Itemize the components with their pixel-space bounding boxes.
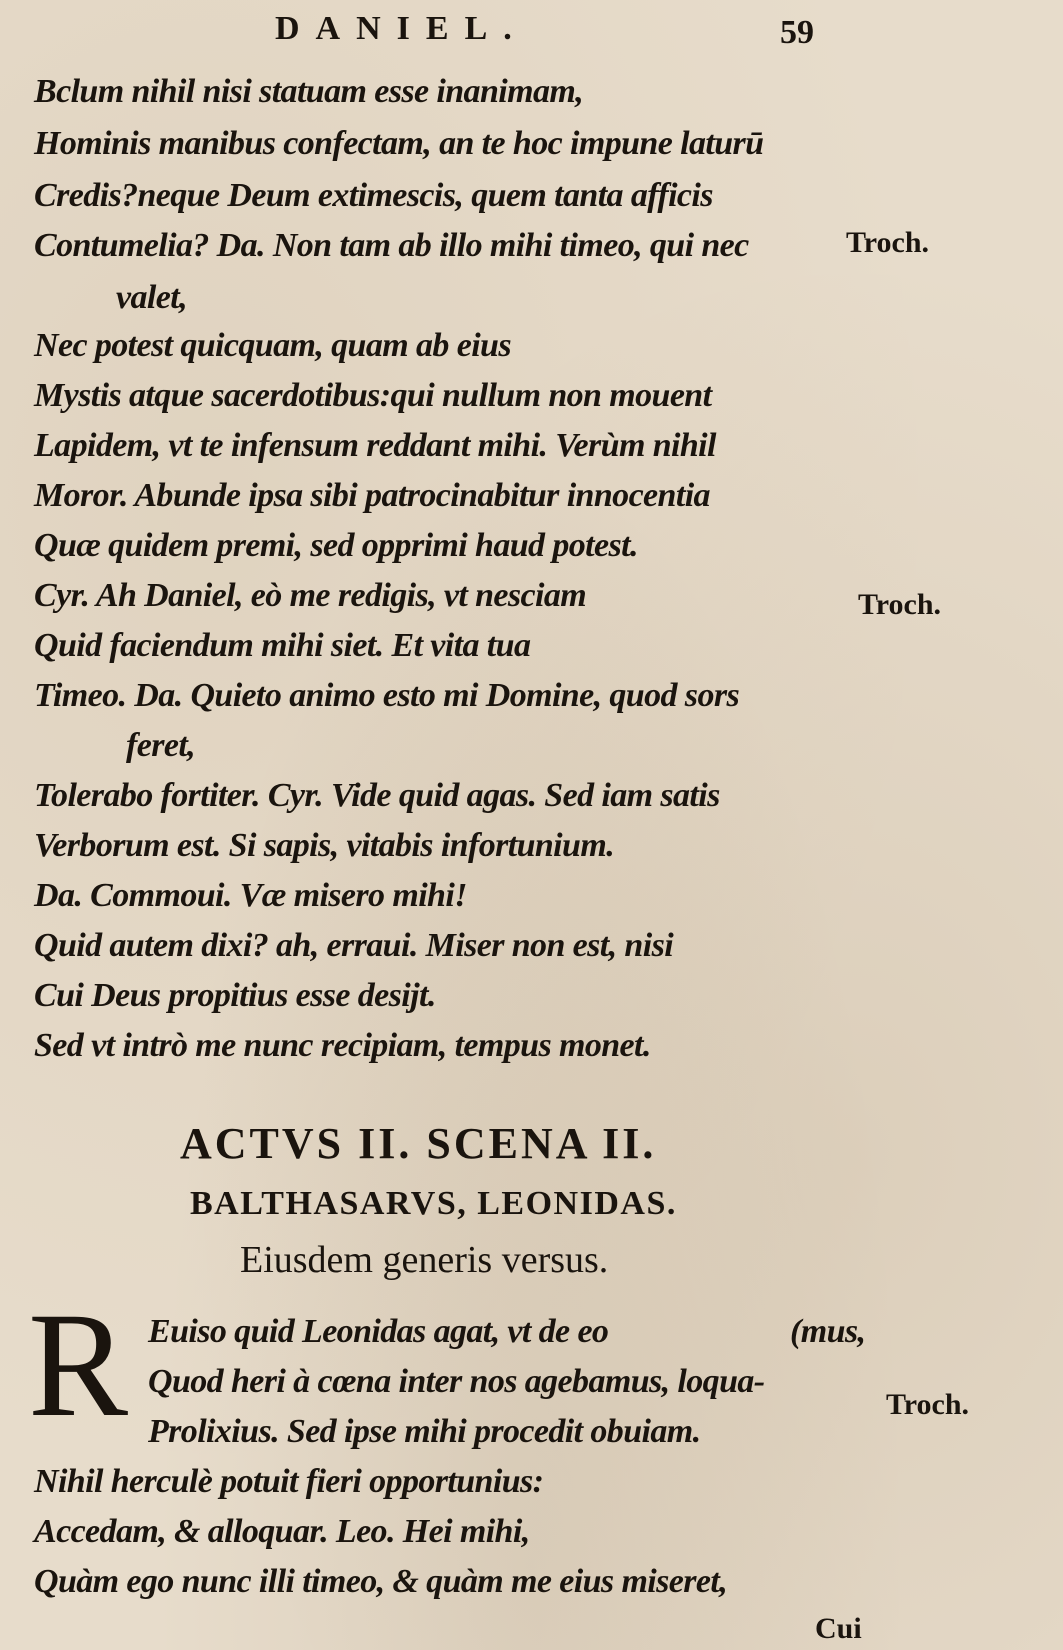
- verse-line: Bclum nihil nisi statuam esse inanimam,: [34, 73, 584, 110]
- verse-line: Nec potest quicquam, quam ab eius: [34, 327, 511, 364]
- margin-note: Troch.: [858, 588, 942, 621]
- verse-line: Prolixius. Sed ipse mihi procedit obuiam.: [148, 1413, 701, 1450]
- verse-line: Euiso quid Leonidas agat, vt de eo: [148, 1313, 609, 1350]
- verse-line: Mystis atque sacerdotibus:qui nullum non mouent: [34, 377, 712, 414]
- verse-line: Moror. Abunde ipsa sibi patrocinabitur innocentia: [34, 477, 710, 514]
- verse-line: Verborum est. Si sapis, vitabis infortunium.: [34, 827, 615, 864]
- verse-line: feret,: [126, 727, 196, 764]
- verse-line: Quæ quidem premi, sed opprimi haud potest.: [34, 527, 638, 564]
- verse-line: Nihil herculè potuit fieri opportunius:: [34, 1463, 544, 1500]
- drop-cap: R: [28, 1282, 129, 1448]
- verse-line: Contumelia? Da. Non tam ab illo mihi timeo, qui nec: [34, 227, 749, 264]
- verse-line: Tolerabo fortiter. Cyr. Vide quid agas. Sed iam satis: [34, 777, 720, 814]
- turnover-fragment: (mus,: [790, 1313, 866, 1350]
- verse-line: Lapidem, vt te infensum reddant mihi. Verùm nihil: [34, 427, 716, 464]
- verse-line: Credis?neque Deum extimescis, quem tanta afficis: [34, 177, 713, 214]
- character-list: BALTHASARVS, LEONIDAS.: [190, 1185, 677, 1222]
- verse-line: Quid autem dixi? ah, erraui. Miser non est, nisi: [34, 927, 674, 964]
- verse-line: Quid faciendum mihi siet. Et vita tua: [34, 627, 531, 664]
- verse-line: Cyr. Ah Daniel, eò me redigis, vt nesciam: [34, 577, 587, 614]
- verse-line: Cui Deus propitius esse desijt.: [34, 977, 436, 1014]
- verse-form-note: Eiusdem generis versus.: [240, 1239, 609, 1281]
- catchword: Cui: [815, 1612, 862, 1645]
- page-number: 59: [780, 14, 814, 51]
- margin-note: Troch.: [886, 1388, 970, 1421]
- running-head: DANIEL.: [275, 10, 528, 47]
- verse-line: Da. Commoui. Væ misero mihi!: [34, 877, 467, 914]
- verse-line: Hominis manibus confectam, an te hoc impune laturū: [34, 125, 764, 162]
- act-scene-heading: ACTVS II. SCENA II.: [180, 1119, 657, 1168]
- margin-note: Troch.: [846, 226, 930, 259]
- verse-line: Timeo. Da. Quieto animo esto mi Domine, quod sors: [34, 677, 740, 714]
- verse-line: valet,: [116, 279, 187, 316]
- verse-line: Sed vt intrò me nunc recipiam, tempus monet.: [34, 1027, 651, 1064]
- verse-line: Accedam, & alloquar. Leo. Hei mihi,: [34, 1513, 530, 1550]
- verse-line: Quod heri à cœna inter nos agebamus, loqua-: [148, 1363, 765, 1400]
- verse-line: Quàm ego nunc illi timeo, & quàm me eius miseret,: [34, 1563, 728, 1600]
